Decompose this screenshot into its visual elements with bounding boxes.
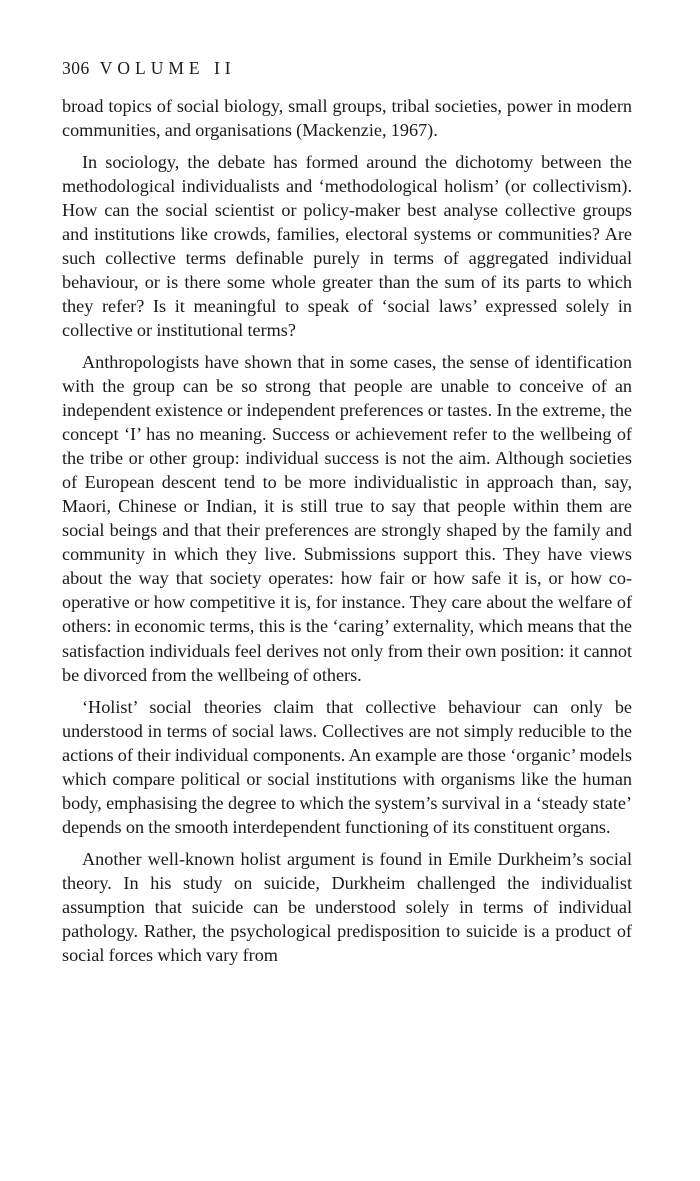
body-text — [62, 94, 632, 968]
book-page — [62, 60, 632, 975]
volume-label: VOLUME II — [99, 58, 236, 78]
paragraph-anthropologists: Anthropologists have shown that in some cases, the sense of identification with the group can be so strong that people are unable to conceive of an independent existence or independent preferences or tastes. In the extreme, the concept ‘I’ has no meaning. Success or achievement refer to the wellbeing of the tribe or other group: individual success is not the aim. Although societies of European descent tend to be more individualistic in approach than, say, Maori, Chinese or Indian, it is still true to say that people within them are social beings and that their preferences are strongly shaped by the family and community in which they live. Submissions support this. They have views about the way that society operates: how fair or how safe it is, or how co-operative or how competitive it is, for instance. They care about the welfare of others: in economic terms, this is the ‘caring’ externality, which means that the satisfaction individuals feel derives not only from their own position: it cannot be divorced from the wellbeing of others. — [62, 351, 632, 685]
running-head — [62, 60, 632, 78]
paragraph-continued: broad topics of social biology, small groups, tribal societies, power in modern communities, and organisations (Mackenzie, 1967). — [62, 95, 632, 140]
paragraph-durkheim: Another well-known holist argument is found in Emile Durkheim’s social theory. In his study on suicide, Durkheim challenged the individualist assumption that suicide can be understood solely in terms of individual pathology. Rather, the psychological predisposition to suicide is a product of social forces which vary from — [62, 848, 632, 966]
page-number: 306 — [62, 58, 90, 78]
paragraph-holist-theories: ‘Holist’ social theories claim that collective behaviour can only be understood in terms of social laws. Collectives are not simply reducible to the actions of their individual components. An example are those ‘organic’ models which compare political or social institutions with organisms like the human body, emphasising the degree to which the system’s survival in a ‘steady state’ depends on the smooth interdependent functioning of its constituent organs. — [62, 696, 632, 837]
paragraph-sociology-debate: In sociology, the debate has formed around the dichotomy between the methodological individualists and ‘methodological holism’ (or collectivism). How can the social scientist or policy-maker best analyse collective groups and institutions like crowds, families, electoral systems or communities? Are such collective terms definable purely in terms of aggregated individual behaviour, or is there some whole greater than the sum of its parts to which they refer? Is it meaningful to speak of ‘social laws’ expressed solely in collective or institutional terms? — [62, 151, 632, 340]
